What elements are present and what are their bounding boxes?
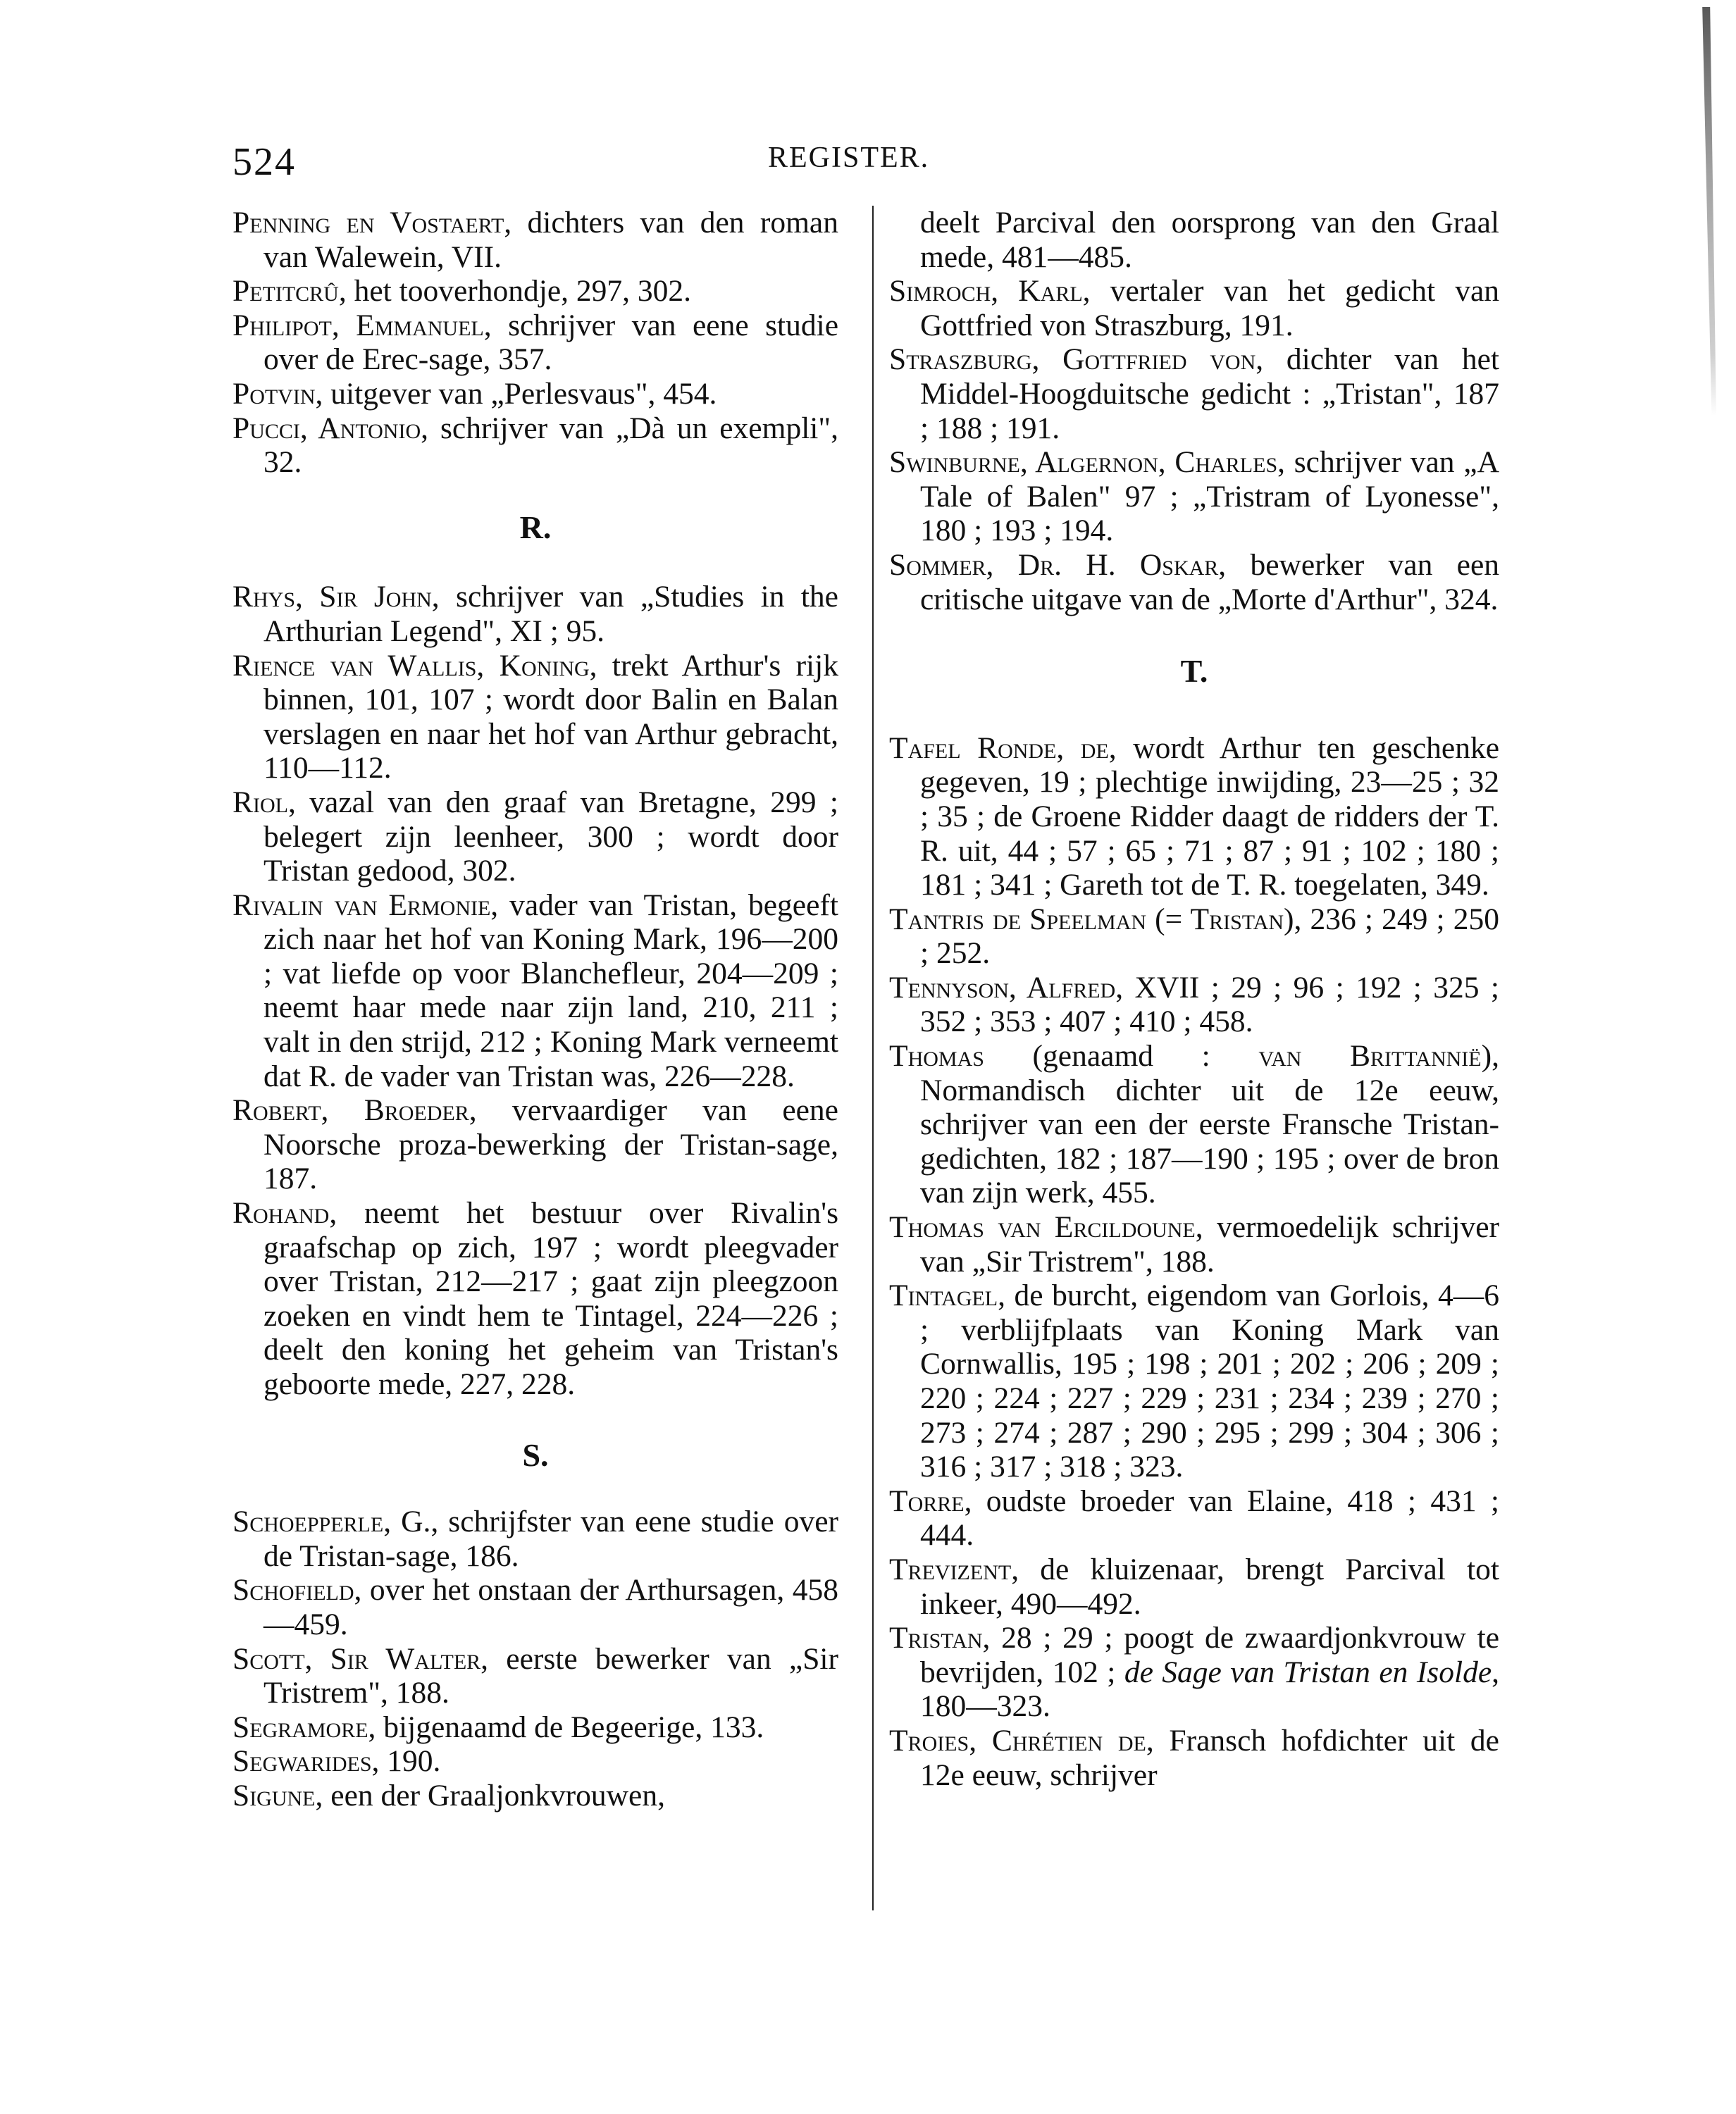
entry-headword: Tintagel bbox=[889, 1279, 998, 1313]
entry-text: deelt Parcival den oorsprong van den Graal mede, 481—485. bbox=[920, 206, 1499, 274]
entry-text: , de burcht, eigendom van Gorlois, 4—6 ; verblijfplaats van Koning Mark van Cornwallis, 195 ; 198 ; 201 ; 202 ; 206 ; 209 ; 220 ; 224 ; 227 ; 229 ; 231 ; 234 ; 239 ; 270 ; 273 ; 274 ; 287 ; 290 ; 295 ; 299 ; 304 ; 306 ; 316 ; 317 ; 318 ; 323. bbox=[920, 1279, 1499, 1484]
entry-headword: Tristan bbox=[889, 1621, 983, 1655]
entry-headword: Segwarides bbox=[232, 1744, 372, 1779]
index-entry bbox=[232, 411, 838, 480]
entry-headword: Simroch, Karl bbox=[889, 274, 1083, 309]
section-letter: T. bbox=[1180, 653, 1208, 690]
entry-text: , bewerker van een critische uitgave van de „Morte d'Arthur", 324. bbox=[920, 547, 1499, 616]
entry-headword: Schofield bbox=[232, 1573, 354, 1608]
entry-headword: Rohand bbox=[232, 1196, 330, 1231]
entry-text: , oudste broeder van Elaine, 418 ; 431 ; 444. bbox=[920, 1484, 1499, 1553]
entry-headword: Sommer, Dr. H. Oskar bbox=[889, 547, 1219, 582]
entry-headword: Petitcrû bbox=[232, 274, 339, 309]
entry-headword: Torre bbox=[889, 1484, 965, 1518]
entry-text: , 190. bbox=[371, 1744, 441, 1779]
entry-text: , schrijver van „A Tale of Balen" 97 ; „Tristram of Lyonesse", 180 ; 193 ; 194. bbox=[920, 445, 1499, 548]
index-entry bbox=[889, 731, 1499, 902]
index-entry bbox=[889, 342, 1499, 445]
section-letter: S. bbox=[522, 1436, 549, 1473]
scan-edge-artifact bbox=[1701, 7, 1716, 416]
index-entry bbox=[889, 1724, 1499, 1792]
entry-headword: Rience van Wallis, Koning bbox=[232, 648, 590, 683]
entry-text: , trekt Arthur's rijk binnen, 101, 107 ; wordt door Balin en Balan verslagen en naar het hof van Arthur gebracht, 110—112. bbox=[264, 648, 838, 785]
index-entry bbox=[232, 1573, 838, 1641]
right-column bbox=[889, 206, 1499, 1792]
index-entry bbox=[232, 580, 838, 648]
entry-text: , vervaardiger van eene Noorsche proza-bewerking der Tristan-sage, 187. bbox=[264, 1093, 838, 1196]
entry-headword: Tantris de Speelman (= Tristan) bbox=[889, 902, 1294, 936]
index-entry bbox=[889, 1279, 1499, 1484]
index-entry bbox=[889, 1039, 1499, 1210]
entry-headword: Swinburne, Algernon, Charles bbox=[889, 445, 1278, 480]
entry-headword: Scott, Sir Walter bbox=[232, 1641, 481, 1676]
page-number: 524 bbox=[232, 140, 296, 184]
entry-text: , dichters van den roman van Walewein, VII. bbox=[264, 206, 838, 274]
index-entry bbox=[889, 902, 1499, 971]
entry-title: de Sage van Tristan en Isolde bbox=[1124, 1655, 1492, 1689]
entry-headword: Tennyson, Alfred bbox=[889, 970, 1116, 1005]
entry-headword: Troies, Chrétien de bbox=[889, 1723, 1146, 1758]
entry-headword: van Brittannië bbox=[1258, 1039, 1482, 1074]
entry-text: , uitgever van „Perlesvaus", 454. bbox=[315, 376, 717, 411]
entry-headword: Sigune bbox=[232, 1778, 316, 1813]
section-letter: R. bbox=[519, 509, 552, 545]
entry-headword: Schoepperle, G. bbox=[232, 1505, 431, 1539]
index-entry bbox=[232, 1505, 838, 1573]
entry-text: , eerste bewerker van „Sir Tristrem", 188. bbox=[264, 1641, 838, 1710]
entry-headword: Thomas van Ercildoune bbox=[889, 1210, 1196, 1245]
index-entry bbox=[232, 206, 838, 274]
entry-text: , 180—323. bbox=[920, 1655, 1500, 1724]
entry-text: , vertaler van het gedicht van Gottfried von Straszburg, 191. bbox=[920, 274, 1500, 342]
index-entry bbox=[232, 1642, 838, 1710]
entry-text: , de kluizenaar, brengt Parcival tot inkeer, 490—492. bbox=[920, 1552, 1499, 1621]
index-entry bbox=[232, 785, 838, 888]
entry-text: , een der Graaljonkvrouwen, bbox=[315, 1778, 665, 1813]
entry-text: , vermoedelijk schrijver van „Sir Tristrem", 188. bbox=[920, 1210, 1500, 1279]
entry-text: , vader van Tristan, begeeft zich naar het hof van Koning Mark, 196—200 ; vat liefde op voor Blanchefleur, 204—209 ; neemt haar mede naar zijn land, 210, 211 ; valt in den strijd, 212 ; Koning Mark verneemt dat R. de vader van Tristan was, 226—228. bbox=[264, 888, 838, 1093]
index-entry bbox=[232, 274, 838, 309]
entry-headword: Thomas bbox=[889, 1039, 984, 1074]
entry-headword: Pucci, Antonio bbox=[232, 411, 421, 445]
entry-text: , dichter van het Middel-Hoogduitsche gedicht : „Tristan", 187 ; 188 ; 191. bbox=[920, 342, 1500, 445]
entry-text: , het tooverhondje, 297, 302. bbox=[338, 274, 692, 309]
entry-headword: Philipot, Emmanuel bbox=[232, 308, 484, 342]
index-entry bbox=[232, 888, 838, 1094]
entry-text: , over het onstaan der Arthursagen, 458—459. bbox=[264, 1573, 838, 1641]
left-column bbox=[232, 206, 838, 1813]
entry-headword: Robert, Broeder bbox=[232, 1093, 469, 1128]
entry-headword: Potvin bbox=[232, 376, 316, 411]
index-entry bbox=[889, 1210, 1499, 1279]
index-entry bbox=[232, 377, 838, 411]
entry-text: , schrijfster van eene studie over de Tristan-sage, 186. bbox=[264, 1505, 838, 1573]
index-entry bbox=[889, 445, 1499, 548]
index-entry bbox=[889, 1621, 1499, 1724]
entry-text: , Fransch hofdichter uit de 12e eeuw, schrijver bbox=[920, 1723, 1499, 1792]
index-entry bbox=[232, 1093, 838, 1196]
column-divider bbox=[872, 206, 874, 1910]
entry-headword: Segramore bbox=[232, 1710, 368, 1744]
entry-headword: Trevizent bbox=[889, 1552, 1012, 1586]
index-entry bbox=[889, 1553, 1499, 1621]
entry-text: , schrijver van eene studie over de Erec-sage, 357. bbox=[264, 308, 838, 377]
entry-text: , vazal van den graaf van Bretagne, 299 ; belegert zijn leenheer, 300 ; wordt door Tristan gedood, 302. bbox=[264, 785, 838, 888]
index-entry bbox=[232, 1710, 838, 1745]
entry-headword: Straszburg, Gottfried von bbox=[889, 342, 1256, 377]
index-entry bbox=[232, 1196, 838, 1402]
entry-headword: Rivalin van Ermonie bbox=[232, 888, 491, 922]
entry-text: ), Normandisch dichter uit de 12e eeuw, schrijver van een der eerste Fransche Tristan-gedichten, 182 ; 187—190 ; 195 ; over de bron van zijn werk, 455. bbox=[920, 1039, 1499, 1210]
entry-text: , schrijver van „Dà un exempli", 32. bbox=[264, 411, 838, 480]
running-header: REGISTER. bbox=[768, 142, 930, 174]
index-entry bbox=[889, 971, 1499, 1039]
index-entry bbox=[889, 1484, 1499, 1553]
entry-headword: Penning en Vostaert bbox=[232, 206, 504, 240]
index-entry bbox=[889, 548, 1499, 616]
entry-headword: Rhys, Sir John bbox=[232, 580, 432, 614]
entry-text: , schrijver van „Studies in the Arthurian Legend", XI ; 95. bbox=[264, 580, 838, 648]
entry-text: , 28 ; 29 ; poogt de zwaardjonkvrouw te bevrijden, 102 ; bbox=[920, 1621, 1499, 1689]
entry-headword: Tafel Ronde, de bbox=[889, 730, 1109, 765]
entry-headword: Riol bbox=[232, 785, 288, 819]
entry-text: , XVII ; 29 ; 96 ; 192 ; 325 ; 352 ; 353 ; 407 ; 410 ; 458. bbox=[920, 970, 1500, 1039]
entry-text: , bijgenaamd de Begeerige, 133. bbox=[368, 1710, 764, 1744]
index-entry bbox=[232, 1779, 838, 1813]
index-entry-continuation bbox=[889, 206, 1499, 274]
index-entry bbox=[232, 649, 838, 785]
index-entry bbox=[232, 1744, 838, 1779]
entry-text: , wordt Arthur ten geschenke gegeven, 19 ; plechtige inwijding, 23—25 ; 32 ; 35 ; de Groene Ridder daagt de ridders der T. R. uit, 44 ; 57 ; 65 ; 71 ; 87 ; 91 ; 102 ; 180 ; 181 ; 341 ; Gareth tot de T. R. toegelaten, 349. bbox=[920, 730, 1500, 902]
entry-text: , neemt het bestuur over Rivalin's graafschap op zich, 197 ; wordt pleegvader over Tristan, 212—217 ; gaat zijn pleegzoon zoeken en vindt hem te Tintagel, 224—226 ; deelt den koning het geheim van Tristan's geboorte mede, 227, 228. bbox=[264, 1196, 838, 1401]
index-entry bbox=[889, 274, 1499, 342]
index-entry bbox=[232, 309, 838, 377]
entry-text: (genaamd : bbox=[984, 1039, 1259, 1074]
entry-text: , 236 ; 249 ; 250 ; 252. bbox=[920, 902, 1499, 971]
